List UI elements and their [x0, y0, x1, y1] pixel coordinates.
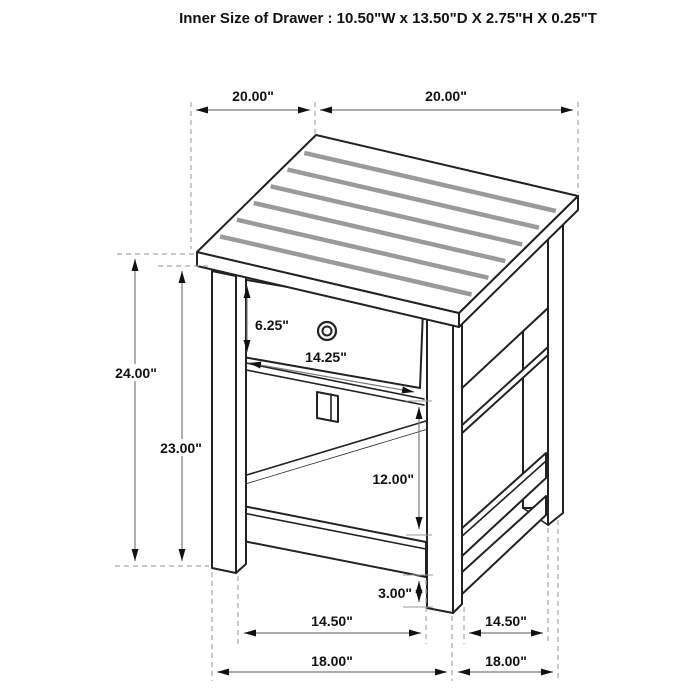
diagram-title: Inner Size of Drawer : 10.50"W x 13.50"D X 2.75"H X 0.25"T [179, 10, 597, 27]
label-top-left: 20.00" [232, 88, 274, 104]
end-table-drawing [197, 135, 578, 613]
label-bottom-inner-front: 14.50" [311, 613, 353, 629]
rear-leg-glimpse [317, 392, 338, 422]
label-shelf-clearance: 12.00" [372, 471, 414, 487]
label-leg-height: 23.00" [160, 440, 202, 456]
label-bottom-outer-side: 18.00" [485, 653, 527, 669]
label-overall-height: 24.00" [115, 365, 157, 381]
label-bottom-inner-side: 14.50" [485, 613, 527, 629]
front-right-leg [427, 312, 462, 613]
front-left-leg [212, 268, 246, 573]
label-top-right: 20.00" [425, 88, 467, 104]
label-foot-height: 3.00" [378, 585, 412, 601]
label-bottom-outer-front: 18.00" [311, 653, 353, 669]
label-drawer-width: 14.25" [305, 349, 347, 365]
open-compartment [236, 361, 426, 577]
label-drawer-height: 6.25" [255, 317, 289, 333]
